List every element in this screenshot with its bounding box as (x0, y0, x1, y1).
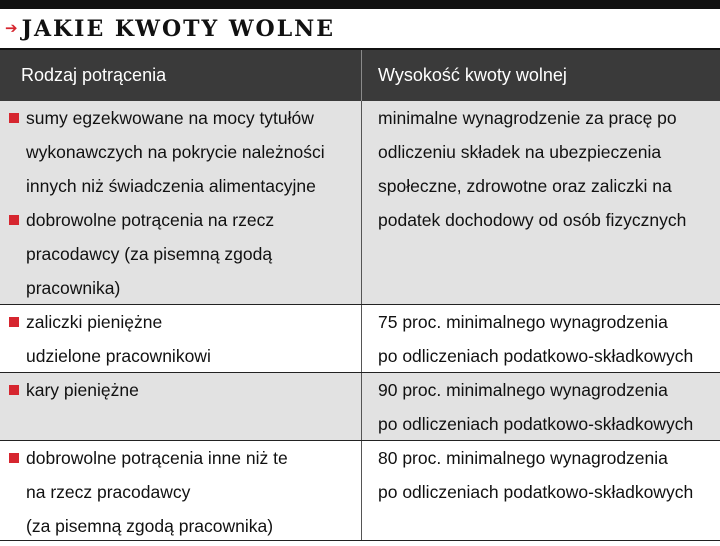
header-deduction-type: Rodzaj potrącenia (0, 50, 362, 101)
free-amount-cell (362, 101, 720, 304)
deduction-text-line: dobrowolne potrącenia inne niż te (26, 448, 288, 468)
red-square-bullet-icon (9, 453, 19, 463)
deduction-text-line: (za pisemną zgodą pracownika) (26, 516, 274, 536)
amount-text-line: 80 proc. minimalnego wynagrodzenia (378, 448, 668, 468)
deduction-text-line: kary pieniężne (26, 380, 139, 400)
free-amount-cell (362, 373, 720, 440)
amount-text-line: podatek dochodowy od osób fizycznych (378, 210, 687, 230)
free-amount-cell (362, 305, 720, 372)
title-row (0, 9, 720, 50)
amount-text-line: 75 proc. minimalnego wynagrodzenia (378, 312, 668, 332)
deduction-item (9, 203, 361, 305)
deduction-text-line: innych niż świadczenia alimentacyjne (26, 176, 316, 196)
deduction-item (9, 373, 361, 407)
deduction-text-line: na rzecz pracodawcy (26, 482, 191, 502)
deduction-item (9, 305, 361, 373)
deduction-text-line: wykonawczych na pokrycie należności (26, 142, 325, 162)
red-square-bullet-icon (9, 385, 19, 395)
table-row (0, 101, 720, 305)
deduction-item (9, 101, 361, 203)
deduction-item (9, 441, 361, 543)
table-row (0, 305, 720, 373)
amount-text-line: po odliczeniach podatkowo-składkowych (378, 346, 694, 366)
deduction-type-cell (0, 101, 362, 304)
top-bar (0, 0, 720, 9)
deduction-text-line: udzielone pracownikowi (26, 346, 211, 366)
table-row (0, 441, 720, 541)
free-amount-cell (362, 441, 720, 540)
amount-text-line: społeczne, zdrowotne oraz zaliczki na (378, 176, 672, 196)
deduction-text-line: zaliczki pieniężne (26, 312, 163, 332)
table-row (0, 373, 720, 441)
red-square-bullet-icon (9, 317, 19, 327)
deduction-text-line: dobrowolne potrącenia na rzecz (26, 210, 275, 230)
deduction-type-cell (0, 373, 362, 440)
arrow-right-icon: ➔ (5, 20, 18, 37)
amount-text-line: minimalne wynagrodzenie za pracę po (378, 108, 677, 128)
deduction-text-line: pracownika) (26, 278, 121, 298)
deduction-text-line: sumy egzekwowane na mocy tytułów (26, 108, 314, 128)
table-body (0, 101, 720, 541)
amount-text-line: po odliczeniach podatkowo-składkowych (378, 414, 694, 434)
red-square-bullet-icon (9, 215, 19, 225)
amount-text-line: odliczeniu składek na ubezpieczenia (378, 142, 662, 162)
deduction-text-line: pracodawcy (za pisemną zgodą (26, 244, 273, 264)
amount-text-line: po odliczeniach podatkowo-składkowych (378, 482, 694, 502)
header-free-amount: Wysokość kwoty wolnej (378, 65, 567, 85)
table-header (0, 50, 720, 101)
deduction-type-cell (0, 441, 362, 540)
amount-text-line: 90 proc. minimalnego wynagrodzenia (378, 380, 668, 400)
red-square-bullet-icon (9, 113, 19, 123)
deduction-type-cell (0, 305, 362, 372)
table-title: JAKIE KWOTY WOLNE (21, 15, 336, 42)
